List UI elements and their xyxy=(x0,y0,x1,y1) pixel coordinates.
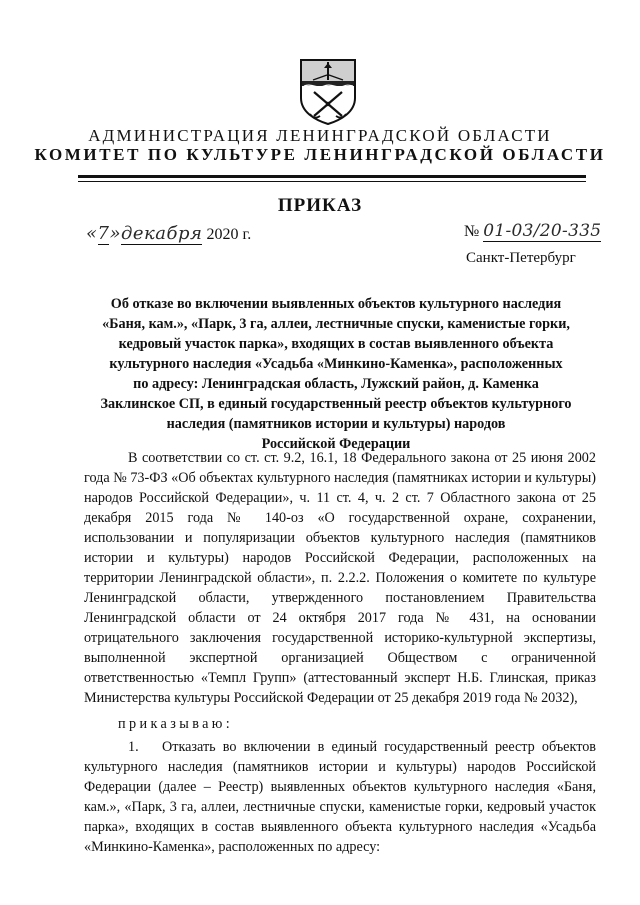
committee-name: КОМИТЕТ ПО КУЛЬТУРЕ ЛЕНИНГРАДСКОЙ ОБЛАСТИ xyxy=(34,145,606,164)
subject-line: Об отказе во включении выявленных объектов культурного наследия xyxy=(110,296,562,312)
date-open-quote: « xyxy=(86,223,98,244)
date-day-handwritten: 7 xyxy=(97,223,110,244)
document-subject xyxy=(80,294,592,454)
header-rule-thick xyxy=(78,175,586,178)
subject-line: Российской Федерации xyxy=(261,436,411,452)
document-date xyxy=(86,223,251,244)
order-item-paragraph xyxy=(84,737,596,857)
subject-line: Заклинское СП, в единый государственный реестр объектов культурного xyxy=(100,396,572,412)
document-city: Санкт-Петербург xyxy=(466,250,576,266)
subject-line: культурного наследия «Усадьба «Минкино-Каменка», расположенных xyxy=(109,356,563,372)
administration-name: АДМИНИСТРАЦИЯ ЛЕНИНГРАДСКОЙ ОБЛАСТИ xyxy=(88,126,552,145)
subject-line: наследия (памятников истории и культуры) народов xyxy=(166,416,506,432)
header-rule-thin xyxy=(78,181,586,182)
coat-of-arms-icon xyxy=(297,56,359,126)
document-title: ПРИКАЗ xyxy=(277,195,363,216)
order-item-text: Отказать во включении в единый государственный реестр объектов культурного наследия (памятников истории и культуры) народов Российской Федерации (далее – Реестр) выявленных объектов культурного наследия «Баня, кам.», «Парк, 3 га, аллеи, лестничные спуски, каменистые горки, кедровый участок парка», входящих в состав выявленного объекта культурного наследия «Усадьба «Минкино-Каменка», расположенных по адресу: xyxy=(84,739,596,855)
orders-word: приказываю: xyxy=(118,716,234,732)
subject-line: «Баня, кам.», «Парк, 3 га, аллеи, лестничные спуски, каменистые горки, xyxy=(102,316,570,332)
preamble-paragraph: В соответствии со ст. ст. 9.2, 16.1, 18 Федерального закона от 25 июня 2002 года № 73-ФЗ «Об объектах культурного наследия (памятниках истории и культуры) народов Российской Федерации», ч. 11 ст. 4, ч. 2 ст. 7 Областного закона от 25 декабря 2015 года № 140-оз «О государственной охране, сохранении, использовании и популяризации объектов культурного наследия (памятников истории и культуры) народов Российской Федерации, расположенных на территории Ленинградской области», п. 2.2.2. Положения о комитете по культуре Ленинградской области, утвержденного постановлением Правительства Ленинградской области от 24 октября 2017 года № 431, на основании отрицательного заключения государственной историко-культурной экспертизы, выполненной экспертной организацией Обществом с ограниченной ответственностью «Темпл Групп» (аттестованный эксперт Н.Б. Глинская, приказ Министерства культуры Российской Федерации от 25 декабря 2019 года № 2032), xyxy=(84,450,596,706)
number-sign: № xyxy=(464,223,480,240)
preamble xyxy=(84,448,596,708)
document-number xyxy=(464,221,601,241)
date-year: 2020 г. xyxy=(206,226,252,243)
date-month-handwritten: декабря xyxy=(120,223,203,244)
number-value-handwritten: 01-03/20-335 xyxy=(483,221,602,241)
date-close-quote: » xyxy=(109,223,121,244)
subject-line: по адресу: Ленинградская область, Лужский район, д. Каменка xyxy=(133,376,539,392)
subject-line: кедровый участок парка», входящих в состав выявленного объекта xyxy=(118,336,554,352)
order-item-1 xyxy=(84,737,596,857)
order-item-number: 1. xyxy=(128,739,139,755)
